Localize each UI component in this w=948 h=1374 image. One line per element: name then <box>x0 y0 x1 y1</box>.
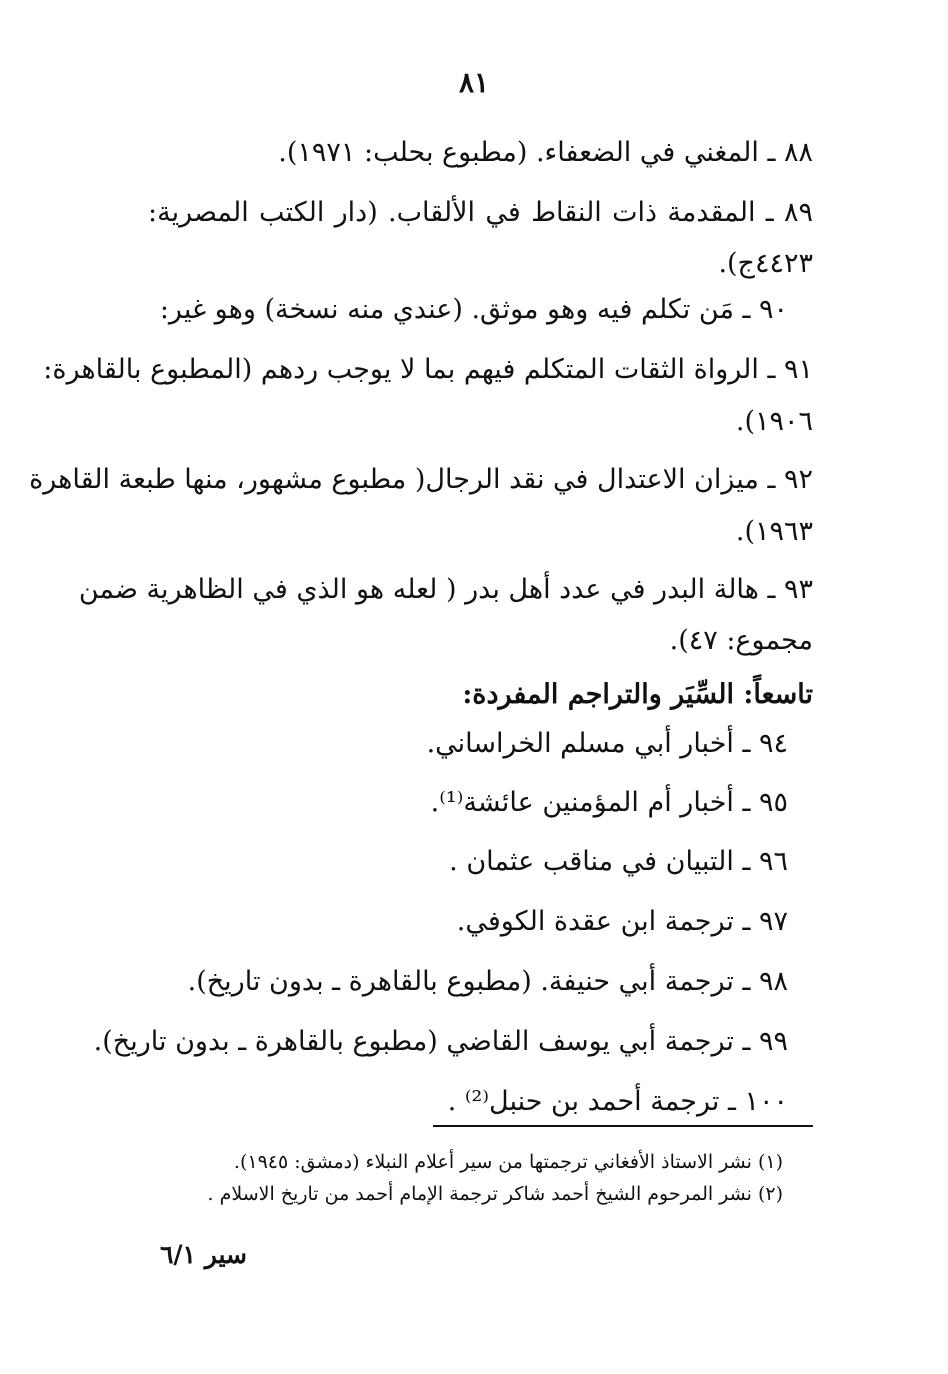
signature-mark: سير ٦/١ <box>160 1240 247 1269</box>
footnote-2: (٢) نشر المرحوم الشيخ أحمد شاكر ترجمة الإمام أحمد من تاريخ الاسلام . <box>207 1183 783 1205</box>
footnote-divider <box>433 1125 813 1127</box>
entry-97: ٩٧ ـ ترجمة ابن عقدة الكوفي. <box>456 906 788 937</box>
entry-95: ٩٥ ـ أخبار أم المؤمنين عائشة⁽¹⁾. <box>430 787 788 818</box>
entry-91-continued: ١٩٠٦). <box>735 406 813 437</box>
entry-93-continued: مجموع: ٤٧). <box>669 625 813 656</box>
entry-100: ١٠٠ ـ ترجمة أحمد بن حنبل⁽²⁾ . <box>447 1086 788 1117</box>
entry-93: ٩٣ ـ هالة البدر في عدد أهل بدر ( لعله هو الذي في الظاهرية ضمن <box>78 574 813 605</box>
page-number: ٨١ <box>458 66 490 99</box>
entry-92-continued: ١٩٦٣). <box>735 516 813 547</box>
entry-89-continued: ٤٤٢٣ج). <box>718 248 813 279</box>
entry-98: ٩٨ ـ ترجمة أبي حنيفة. (مطبوع بالقاهرة ـ بدون تاريخ). <box>187 966 788 997</box>
section-heading: تاسعاً: السِّيَر والتراجم المفردة: <box>462 679 813 710</box>
entry-92: ٩٢ ـ ميزان الاعتدال في نقد الرجال( مطبوع مشهور، منها طبعة القاهرة <box>29 464 813 495</box>
entry-99: ٩٩ ـ ترجمة أبي يوسف القاضي (مطبوع بالقاهرة ـ بدون تاريخ). <box>93 1026 788 1057</box>
entry-94: ٩٤ ـ أخبار أبي مسلم الخراساني. <box>426 728 788 759</box>
entry-89: ٨٩ ـ المقدمة ذات النقاط في الألقاب. (دار الكتب المصرية: <box>148 197 813 228</box>
entry-88: ٨٨ ـ المغني في الضعفاء. (مطبوع بحلب: ١٩٧١). <box>278 137 813 168</box>
entry-90: ٩٠ ـ مَن تكلم فيه وهو موثق. (عندي منه نسخة) وهو غير: <box>159 294 788 325</box>
entry-91: ٩١ ـ الرواة الثقات المتكلم فيهم بما لا يوجب ردهم (المطبوع بالقاهرة: <box>43 354 813 385</box>
entry-96: ٩٦ ـ التبيان في مناقب عثمان . <box>449 846 788 877</box>
footnote-1: (١) نشر الاستاذ الأفغاني ترجمتها من سير أعلام النبلاء (دمشق: ١٩٤٥). <box>233 1151 783 1173</box>
